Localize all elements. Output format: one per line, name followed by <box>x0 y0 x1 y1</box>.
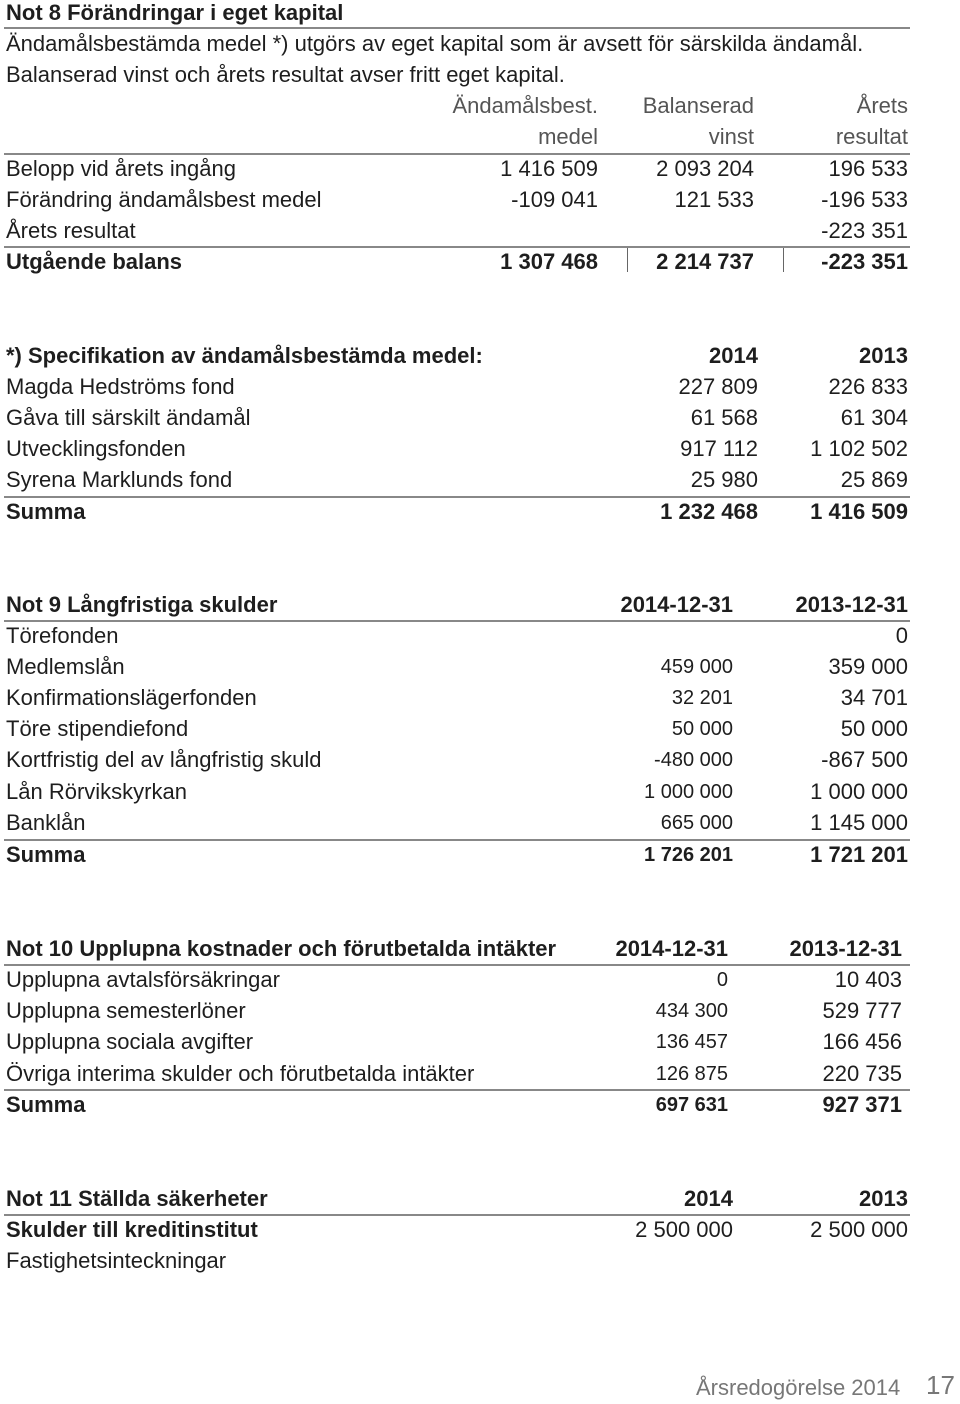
note8-description-line2: Balanserad vinst och årets resultat avser fritt eget kapital. <box>6 62 565 87</box>
note8-title: Not 8 Förändringar i eget kapital <box>6 0 344 25</box>
note11-title: Not 11 Ställda säkerheter <box>6 1186 268 1211</box>
cell-value: 121 533 <box>674 187 754 212</box>
cell-value: 0 <box>716 969 728 991</box>
cell-value: 196 533 <box>828 156 908 181</box>
row-label: Upplupna semesterlöner <box>6 998 246 1023</box>
row-label: Skulder till kreditinstitut <box>6 1217 258 1242</box>
note11-col-2014: 2014 <box>684 1186 733 1211</box>
cell-value: 917 112 <box>680 436 758 461</box>
cell-value: 459 000 <box>660 656 733 678</box>
row-label: Utvecklingsfonden <box>6 436 186 461</box>
cell-value: 34 701 <box>840 685 908 710</box>
cell-value: 61 568 <box>690 405 758 430</box>
row-label: Kortfristig del av långfristig skuld <box>6 747 322 772</box>
row-label: Törefonden <box>6 623 119 648</box>
cell-value: 50 000 <box>840 716 908 741</box>
cell-value: 126 875 <box>655 1063 728 1085</box>
note9-title: Not 9 Långfristiga skulder <box>6 592 278 617</box>
total-label: Summa <box>6 842 86 867</box>
spec-title: *) Specifikation av ändamålsbestämda medel: <box>6 343 483 368</box>
cell-value: 226 833 <box>828 374 908 399</box>
total-label: Utgående balans <box>6 249 183 274</box>
col-header-retained: Balanserad <box>642 93 754 118</box>
cell-value: 0 <box>895 623 908 648</box>
total-value: -223 351 <box>821 249 908 274</box>
spec-col-2013: 2013 <box>859 343 908 368</box>
cell-value: -196 533 <box>821 187 908 212</box>
row-label: Upplupna sociala avgifter <box>6 1029 254 1054</box>
col-header-purpose-funds-sub: medel <box>538 124 598 149</box>
note11-col-2013: 2013 <box>859 1186 908 1211</box>
col-header-result: Årets <box>856 93 908 118</box>
cell-value: 529 777 <box>822 998 902 1023</box>
cell-value: 2 500 000 <box>810 1217 908 1242</box>
page-number: 17 <box>926 1370 955 1400</box>
cell-value: 166 456 <box>822 1029 902 1054</box>
cell-value: 1 102 502 <box>810 436 908 461</box>
row-label: Upplupna avtalsförsäkringar <box>6 967 280 992</box>
row-label: Medlemslån <box>6 654 125 679</box>
cell-value: 434 300 <box>655 1000 728 1022</box>
cell-value: -223 351 <box>821 218 908 243</box>
col-header-retained-sub: vinst <box>708 124 754 149</box>
cell-value: 1 000 000 <box>810 779 908 804</box>
row-label: Årets resultat <box>6 218 136 243</box>
row-label: Övriga interima skulder och förutbetalda intäkter <box>6 1061 475 1086</box>
total-value: 2 214 737 <box>656 249 754 274</box>
total-value: 1 416 509 <box>810 499 908 524</box>
note10-col-2014: 2014-12-31 <box>615 936 728 961</box>
total-label: Summa <box>6 1092 86 1117</box>
cell-value: 227 809 <box>678 374 758 399</box>
total-value: 927 371 <box>822 1092 902 1117</box>
cell-value: -867 500 <box>821 747 908 772</box>
note10-col-2013: 2013-12-31 <box>789 936 902 961</box>
cell-value: 2 500 000 <box>635 1217 733 1242</box>
cell-value: 25 869 <box>840 467 908 492</box>
row-label: Gåva till särskilt ändamål <box>6 405 251 430</box>
cell-value: -480 000 <box>654 749 733 771</box>
total-value: 1 726 201 <box>644 844 733 866</box>
cell-value: 136 457 <box>655 1031 728 1053</box>
row-label: Töre stipendiefond <box>6 716 189 741</box>
cell-value: 10 403 <box>834 967 902 992</box>
total-value: 1 721 201 <box>810 842 908 867</box>
cell-value: 25 980 <box>690 467 758 492</box>
cell-value: 1 000 000 <box>644 781 733 803</box>
row-label: Fastighetsinteckningar <box>6 1248 227 1273</box>
note9-col-2013: 2013-12-31 <box>795 592 908 617</box>
col-header-purpose-funds: Ändamålsbest. <box>452 93 598 118</box>
spec-col-2014: 2014 <box>709 343 758 368</box>
row-label: Lån Rörvikskyrkan <box>6 779 187 804</box>
total-label: Summa <box>6 499 86 524</box>
row-label: Banklån <box>6 810 86 835</box>
total-value: 697 631 <box>655 1094 728 1116</box>
cell-value: 61 304 <box>840 405 908 430</box>
row-label: Belopp vid årets ingång <box>6 156 236 181</box>
cell-value: 1 145 000 <box>810 810 908 835</box>
note9-col-2014: 2014-12-31 <box>620 592 733 617</box>
cell-value: 50 000 <box>671 718 733 740</box>
cell-value: 32 201 <box>671 687 733 709</box>
row-label: Syrena Marklunds fond <box>6 467 233 492</box>
row-label: Förändring ändamålsbest medel <box>6 187 322 212</box>
cell-value: -109 041 <box>511 187 598 212</box>
cell-value: 220 735 <box>822 1061 902 1086</box>
row-label: Magda Hedströms fond <box>6 374 235 399</box>
row-label: Konfirmationslägerfonden <box>6 685 257 710</box>
note10-title: Not 10 Upplupna kostnader och förutbetalda intäkter <box>6 936 557 961</box>
cell-value: 359 000 <box>828 654 908 679</box>
footer-title: Årsredogörelse 2014 <box>696 1375 901 1400</box>
col-header-result-sub: resultat <box>835 124 908 149</box>
cell-value: 665 000 <box>660 812 733 834</box>
total-value: 1 307 468 <box>500 249 598 274</box>
note8-description-line1: Ändamålsbestämda medel *) utgörs av eget kapital som är avsett för särskilda ändamål. <box>6 31 864 56</box>
cell-value: 1 416 509 <box>500 156 598 181</box>
cell-value: 2 093 204 <box>656 156 754 181</box>
total-value: 1 232 468 <box>660 499 758 524</box>
